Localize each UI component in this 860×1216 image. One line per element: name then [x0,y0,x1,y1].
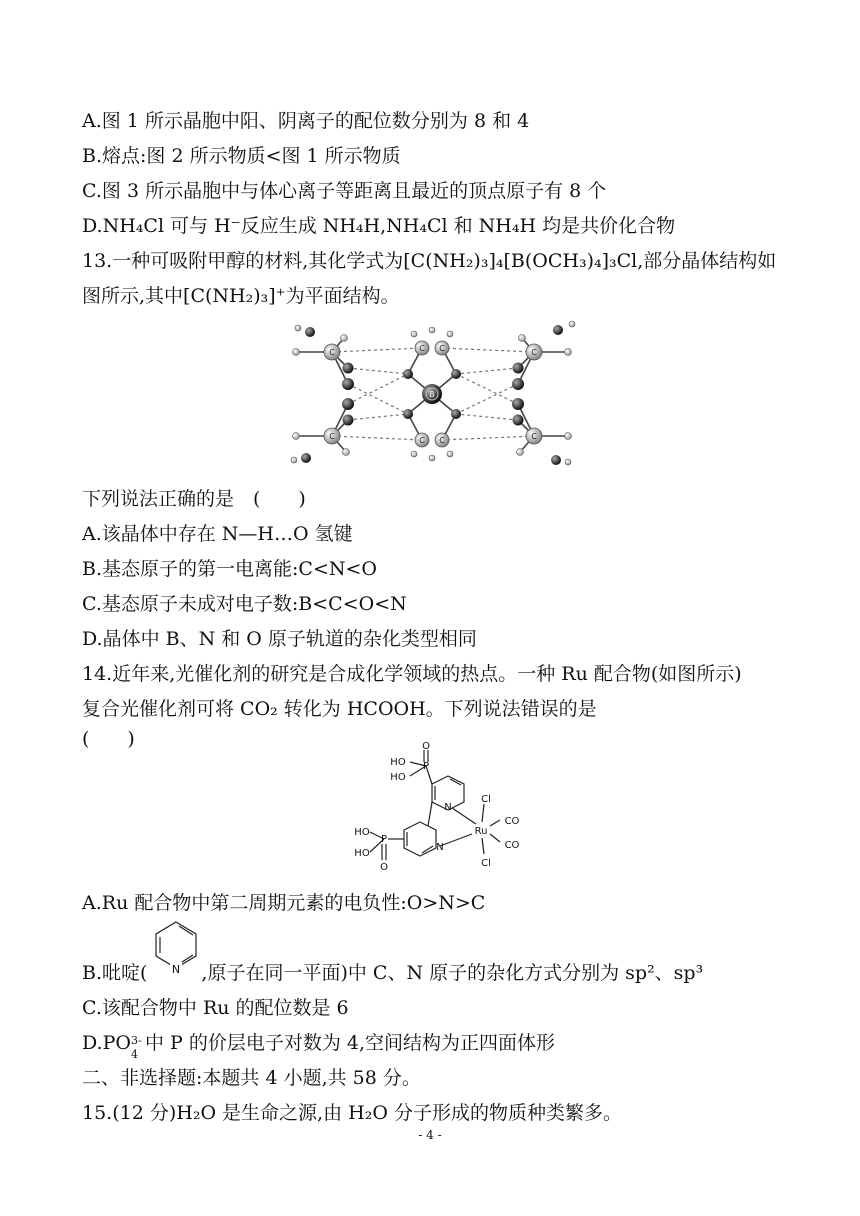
question-15-stem: 15.(12 分)H₂O 是生命之源,由 H₂O 分子形成的物质种类繁多。 [82,1102,622,1124]
hydroxyl-label: HO [354,848,370,859]
nitrogen-label: N [171,963,181,976]
question-14-paren: ( ) [82,728,135,750]
section-2-heading: 二、非选择题:本题共 4 小题,共 58 分。 [82,1067,421,1089]
option-12a: A.图 1 所示晶胞中阳、阴离子的配位数分别为 8 和 4 [82,110,530,132]
option-12c: C.图 3 所示晶胞中与体心离子等距离且最近的顶点原子有 8 个 [82,180,607,202]
ru-complex-structure [340,742,530,880]
option-12d: D.NH₄Cl 可与 H⁻反应生成 NH₄H,NH₄Cl 和 NH₄H 均是共价化合物 [82,215,676,237]
question-13-stem-2: 图所示,其中[C(NH₂)₃]⁺为平面结构。 [82,285,400,307]
oxygen-label: O [380,862,388,873]
hydroxyl-label: HO [390,772,406,783]
page-number: - 4 - [418,1128,442,1142]
nitrogen-label: N [444,802,452,813]
oxygen-label: O [422,742,430,752]
atom-c-label: C [439,436,445,445]
option-13a: A.该晶体中存在 N—H…O 氢键 [82,523,353,545]
ruthenium-label: Ru [474,826,488,837]
phosphate-subscript: 4 [130,1048,138,1061]
question-13-stem-1: 13.一种可吸附甲醇的材料,其化学式为[C(NH₂)₃]₄[B(OCH₃)₄]₃Cl,部分晶体结构如 [82,250,777,272]
hydroxyl-label: HO [354,827,370,838]
chloride-label: Cl [481,858,491,869]
atom-c-label: C [329,432,335,441]
phosphate-charge: 3- [130,1034,142,1047]
atom-c-label: C [439,344,445,353]
question-13-prompt: 下列说法正确的是 ( ) [82,488,306,510]
option-14c: C.该配合物中 Ru 的配位数是 6 [82,997,349,1019]
atom-c-label: C [531,348,537,357]
pyridine-ring-figure [150,916,202,978]
atom-c-label: C [531,432,537,441]
carbonyl-label: CO [504,840,520,851]
option-13c: C.基态原子未成对电子数:B<C<O<N [82,593,407,615]
question-14-stem-2: 复合光催化剂可将 CO₂ 转化为 HCOOH。下列说法错误的是 [82,698,597,720]
option-13d: D.晶体中 B、N 和 O 原子轨道的杂化类型相同 [82,628,477,650]
option-12b: B.熔点:图 2 所示物质<图 1 所示物质 [82,145,401,167]
phosphorus-label: P [380,834,388,845]
option-14d-suffix: 中 P 的价层电子对数为 4,空间结构为正四面体形 [144,1032,556,1054]
hydroxyl-label: HO [390,757,406,768]
option-14b-suffix: ,原子在同一平面)中 C、N 原子的杂化方式分别为 sp²、sp³ [201,962,704,984]
atom-c-label: C [419,436,425,445]
atom-c-label: C [329,348,335,357]
atom-c-label: C [419,344,425,353]
chloride-label: Cl [481,794,491,805]
option-14a: A.Ru 配合物中第二周期元素的电负性:O>N>C [82,892,486,914]
option-14d-prefix: D.PO [82,1032,131,1054]
atom-b-label: B [429,390,435,399]
phosphorus-label: P [422,761,430,772]
crystal-structure-figure [282,312,582,472]
nitrogen-label: N [436,842,444,853]
option-13b: B.基态原子的第一电离能:C<N<O [82,558,377,580]
option-14b-prefix: B.吡啶( [82,962,148,984]
question-14-stem-1: 14.近年来,光催化剂的研究是合成化学领域的热点。一种 Ru 配合物(如图所示) [82,663,742,685]
option-14d [82,1030,556,1061]
carbonyl-label: CO [504,816,520,827]
